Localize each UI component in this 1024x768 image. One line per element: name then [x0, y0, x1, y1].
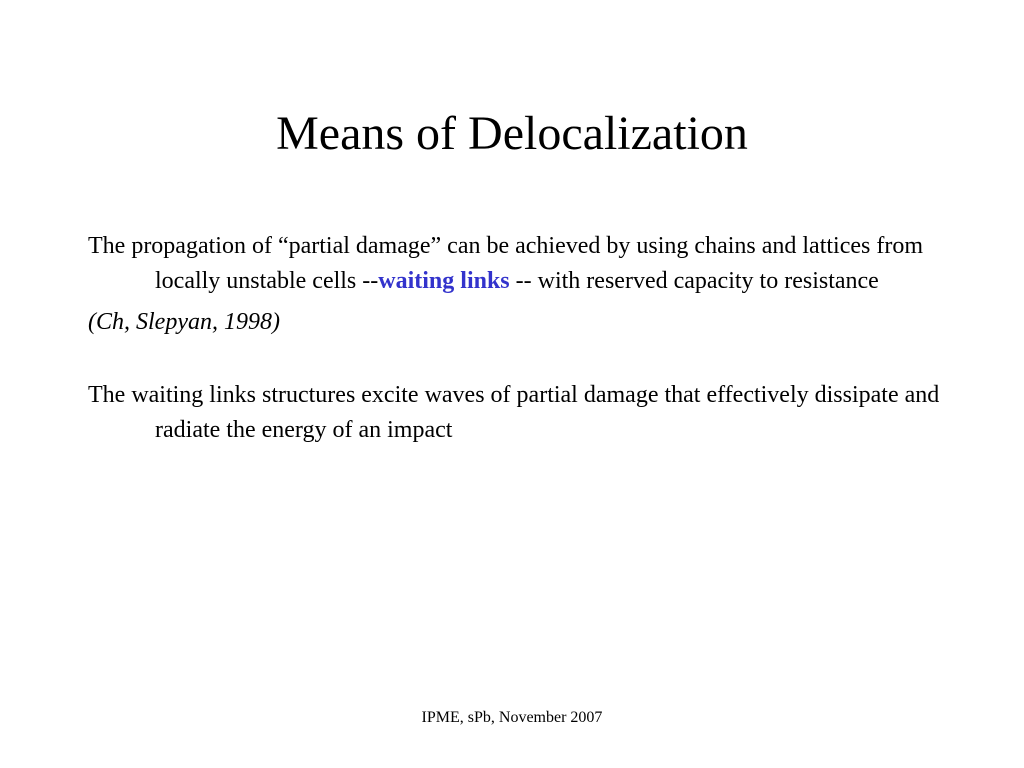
slide-title: Means of Delocalization	[276, 107, 748, 160]
slide-body	[88, 229, 948, 448]
paragraph-waiting-links: The waiting links structures excite waves of partial damage that effectively dissipate and radiate the energy of an impact	[88, 382, 940, 443]
paragraph-propagation	[88, 229, 948, 299]
paragraph-propagation-tail: -- with reserved capacity to resistance	[509, 268, 879, 294]
slide-footer: IPME, sPb, November 2007	[421, 709, 603, 726]
waiting-links-highlight: waiting links	[378, 268, 510, 294]
citation: (Ch, Slepyan, 1998)	[88, 309, 280, 335]
paragraph-propagation-text: The propagation of “partial damage” can be achieved by using chains and lattices from locally unstable cells --	[88, 233, 923, 294]
